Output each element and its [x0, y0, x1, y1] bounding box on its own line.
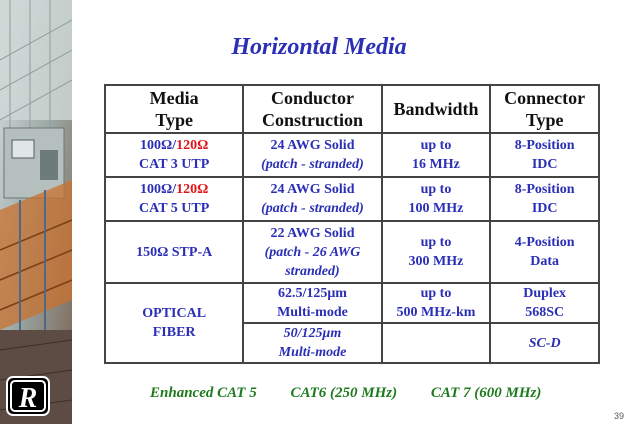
- table-row: [105, 283, 599, 323]
- connector-cell: SC-D: [490, 323, 599, 363]
- bandwidth-cell: up to 100 MHz: [382, 177, 491, 221]
- footer-note: CAT6 (250 MHz): [290, 385, 398, 401]
- media-type-cell: 150Ω STP-A: [105, 221, 243, 283]
- media-type-cell: 100Ω/120Ω CAT 5 UTP: [105, 177, 243, 221]
- bandwidth-cell: up to 300 MHz: [382, 221, 491, 283]
- header-bandwidth: Bandwidth: [382, 85, 491, 133]
- footer-note: CAT 7 (600 MHz): [430, 385, 542, 401]
- conductor-cell: 24 AWG Solid (patch - stranded): [243, 177, 381, 221]
- table-row: [105, 133, 599, 177]
- slide-title: Horizontal Media: [231, 34, 407, 60]
- connector-cell: 4-Position Data: [490, 221, 599, 283]
- bandwidth-cell: up to 500 MHz-km: [382, 283, 491, 323]
- conductor-cell: 62.5/125μm Multi-mode: [243, 283, 381, 323]
- building-illustration: [0, 0, 72, 424]
- conductor-cell: 50/125μm Multi-mode: [243, 323, 381, 363]
- connector-cell: 8-Position IDC: [490, 177, 599, 221]
- table-row: [105, 221, 599, 283]
- table-row: [105, 177, 599, 221]
- footer-note: Enhanced CAT 5: [150, 385, 257, 401]
- table-header-row: [105, 85, 599, 133]
- connector-cell: Duplex 568SC: [490, 283, 599, 323]
- horizontal-media-table: [104, 84, 600, 364]
- header-media-type: Media Type: [105, 85, 243, 133]
- media-type-cell: 100Ω/120Ω CAT 3 UTP: [105, 133, 243, 177]
- company-logo: [6, 376, 50, 416]
- conductor-cell: 24 AWG Solid (patch - stranded): [243, 133, 381, 177]
- svg-text:R: R: [18, 383, 38, 414]
- page-number: 39: [613, 411, 624, 421]
- bandwidth-cell-empty: [382, 323, 491, 363]
- header-conductor-construction: Conductor Construction: [243, 85, 381, 133]
- header-connector-type: Connector Type: [490, 85, 599, 133]
- conductor-cell: 22 AWG Solid (patch - 26 AWG stranded): [243, 221, 381, 283]
- bandwidth-cell: up to 16 MHz: [382, 133, 491, 177]
- decorative-sidebar-image: [0, 0, 72, 424]
- connector-cell: 8-Position IDC: [490, 133, 599, 177]
- media-type-cell: OPTICAL FIBER: [105, 283, 243, 363]
- footer-notes: [150, 385, 571, 402]
